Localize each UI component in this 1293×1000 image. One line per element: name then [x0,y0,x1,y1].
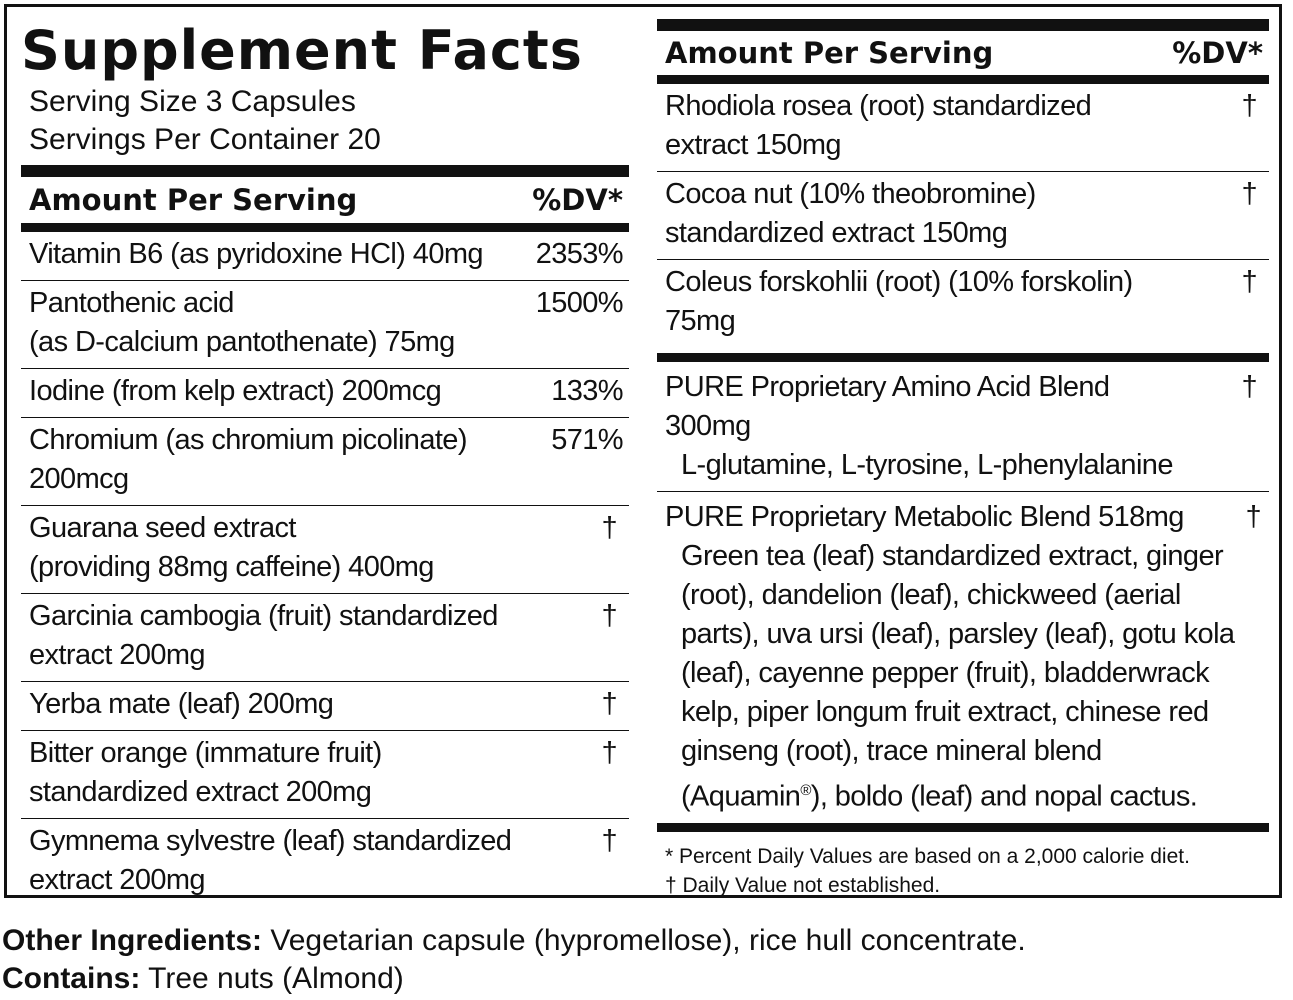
ingredient-row [21,819,629,906]
right-column [657,19,1269,900]
blend-name: PURE Proprietary Metabolic Blend 518mg [665,501,1184,533]
supplement-facts-panel [4,4,1282,898]
amount-header [21,177,629,223]
metabolic-blend [657,492,1269,823]
amino-acid-blend [657,362,1269,492]
nutrient-dv: 571% [551,424,623,456]
nutrient-dv: 1500% [535,287,623,319]
nutrient-name: Vitamin B6 (as pyridoxine HCl) 40mg [29,238,483,270]
dagger-mark: † [601,688,617,720]
dagger-mark: † [601,600,617,632]
dagger-mark: † [601,737,617,769]
ingredient-name: Yerba mate (leaf) 200mg [29,688,334,720]
amount-header [657,31,1269,75]
ingredient-row [657,84,1269,172]
nutrient-name: Pantothenic acid (as D-calcium pantothenate) 75mg [29,287,455,358]
dagger-mark: † [1241,178,1257,210]
ingredient-row [21,506,629,594]
medium-divider [21,223,629,232]
nutrient-name: Iodine (from kelp extract) 200mcg [29,375,442,407]
ingredient-name: Rhodiola rosea (root) standardized extract 150mg [665,90,1092,161]
nutrient-row [21,232,629,281]
nutrient-dv: 2353% [535,238,623,270]
blend-name: PURE Proprietary Amino Acid Blend 300mg [665,371,1110,442]
amount-per-serving-label: Amount Per Serving [665,36,994,70]
dv-header-label: %DV* [532,183,623,217]
nutrient-row [21,281,629,369]
nutrient-row [21,369,629,418]
nutrient-row [21,418,629,506]
dagger-mark: † [601,825,617,857]
ingredient-name: Cocoa nut (10% theobromine) standardized extract 150mg [665,178,1036,249]
nutrient-dv: 133% [551,375,623,407]
ingredient-name: Guarana seed extract (providing 88mg caffeine) 400mg [29,512,434,583]
ingredient-name: Coleus forskohlii (root) (10% forskolin) 75mg [665,266,1133,337]
ingredient-row [657,260,1269,347]
label-footer [2,922,1026,998]
amount-per-serving-label: Amount Per Serving [29,183,358,217]
allergen-contains: Contains: Tree nuts (Almond) [2,962,404,995]
nutrient-name: Chromium (as chromium picolinate) 200mcg [29,424,467,495]
serving-size: Serving Size 3 Capsules [29,85,356,118]
servings-per-container: Servings Per Container 20 [29,123,381,156]
blend-ingredients: L-glutamine, L-tyrosine, L-phenylalanine [681,449,1173,481]
thick-divider [21,165,629,177]
ingredient-name: Gymnema sylvestre (leaf) standardized extract 200mg [29,825,512,896]
other-ingredients: Other Ingredients: Vegetarian capsule (hypromellose), rice hull concentrate. [2,924,1026,957]
dagger-mark: † [1241,90,1257,122]
thick-divider [657,19,1269,31]
blend-ingredients: Green tea (leaf) standardized extract, ginger (root), dandelion (leaf), chickweed (aerial parts), uva ursi (leaf), parsley (leaf), gotu kola (leaf), cayenne pepper (fruit), bladderwrack kelp, piper longum fruit extract, chinese red ginseng (root), trace mineral blend (Aquamin®), boldo (leaf) and nopal cactus. [681,540,1235,813]
panel-title: Supplement Facts [21,19,583,82]
dv-header-label: %DV* [1172,36,1263,70]
left-column [21,19,629,906]
medium-divider [657,823,1269,832]
ingredient-row [657,172,1269,260]
ingredient-row [21,731,629,819]
ingredient-name: Garcinia cambogia (fruit) standardized extract 200mg [29,600,498,671]
dagger-mark: † [1245,501,1261,533]
medium-divider [657,75,1269,84]
dagger-mark: † [1241,371,1257,403]
dagger-mark: † [601,512,617,544]
ingredient-name: Bitter orange (immature fruit) standardized extract 200mg [29,737,382,808]
dagger-footnote: † Daily Value not established. [665,873,941,897]
footnotes [657,832,1269,900]
ingredient-row [21,682,629,731]
ingredient-row [21,594,629,682]
dv-footnote: * Percent Daily Values are based on a 2,000 calorie diet. [665,844,1190,868]
medium-divider [657,353,1269,362]
dagger-mark: † [1241,266,1257,298]
